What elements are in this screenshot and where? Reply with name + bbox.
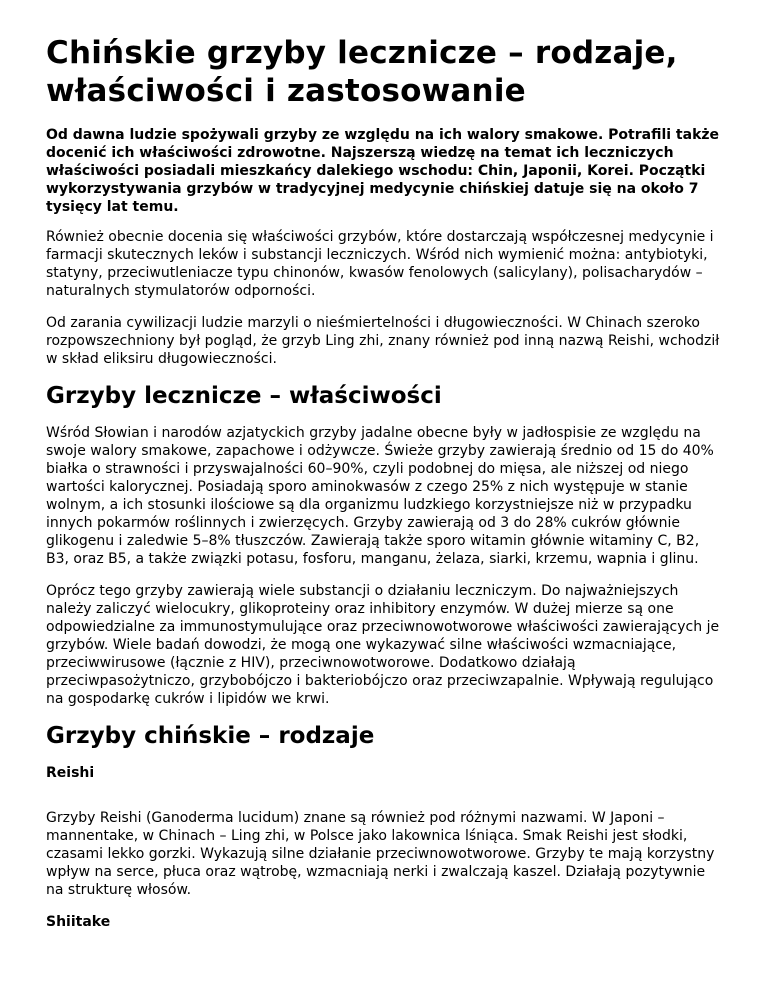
intro-paragraph: Od zarania cywilizacji ludzie marzyli o nieśmiertelności i długowieczności. W Chinach szeroko rozpowszechniony był pogląd, że grzyb Ling zhi, znany również pod inną nazwą Reishi, wchodził w skład eliksiru długowieczności. [46,315,720,367]
article [46,34,726,958]
section-heading-types: Grzyby chińskie – rodzaje [46,723,375,749]
article-lead: Od dawna ludzie spożywali grzyby ze względu na ich walory smakowe. Potrafili także docenić ich właściwości zdrowotne. Najszerszą wiedzę na temat ich leczniczych właściwości posiadali mieszkańcy dalekiego wschodu: Chin, Japonii, Korei. Początki wykorzystywania grzybów w tradycyjnej medycynie chińskiej datuje się na około 7 tysięcy lat temu. [46,127,720,215]
subheading-reishi: Reishi [46,765,95,781]
section-paragraph: Oprócz tego grzyby zawierają wiele substancji o działaniu leczniczym. Do najważniejszych należy zaliczyć wielocukry, glikoproteiny oraz inhibitory enzymów. W dużej mierze są one odpowiedzialne za immunostymulujące oraz przeciwnowotworowe właściwości zawierających je grzybów. Wiele badań dowodzi, że mogą one wykazywać silne właściwości wzmacniające, przeciwwirusowe (łącznie z HIV), przeciwnowotworowe. Dodatkowo działają przeciwpasożytniczo, grzybobójczo i bakteriobójczo oraz przeciwzapalnie. Wpływają regulująco na gospodarkę cukrów i lipidów we krwi. [46,583,720,707]
intro-paragraph: Również obecnie docenia się właściwości grzybów, które dostarczają współczesnej medycynie i farmacji skutecznych leków i substancji leczniczych. Wśród nich wymienić można: antybiotyki, statyny, przeciwutleniacze typu chinonów, kwasów fenolowych (salicylany), polisacharydów – naturalnych stymulatorów odporności. [46,229,714,299]
section-heading-properties: Grzyby lecznicze – właściwości [46,383,442,409]
subheading-shiitake: Shiitake [46,914,111,930]
reishi-paragraph: Grzyby Reishi (Ganoderma lucidum) znane są również pod różnymi nazwami. W Japoni – mannentake, w Chinach – Ling zhi, w Polsce jako lakownica lśniąca. Smak Reishi jest słodki, czasami lekko gorzki. Wykazują silne działanie przeciwnowotworowe. Grzyby te mają korzystny wpływ na serce, płuca oraz wątrobę, wzmacniają nerki i zwalczają kaszel. Działają pozytywnie na strukturę włosów. [46,810,715,898]
section-paragraph: Wśród Słowian i narodów azjatyckich grzyby jadalne obecne były w jadłospisie ze względu na swoje walory smakowe, zapachowe i odżywcze. Świeże grzyby zawierają średnio od 15 do 40% białka o strawności i przyswajalności 60–90%, czyli podobnej do mięsa, ale niższej od niego wartości kalorycznej. Posiadają sporo aminokwasów z czego 25% z nich występuje w stanie wolnym, a ich stosunki ilościowe są dla organizmu ludzkiego korzystniejsze niż w przypadku innych pokarmów roślinnych i zwierzęcych. Grzyby zawierają od 3 do 28% cukrów głównie glikogenu i zaledwie 5–8% tłuszczów. Zawierają także sporo witamin głównie witaminy C, B2, B3, oraz B5, a także związki potasu, fosforu, manganu, żelaza, siarki, krzemu, wapnia i glinu. [46,425,714,567]
article-title: Chińskie grzyby lecznicze – rodzaje, właściwości i zastosowanie [46,35,678,109]
